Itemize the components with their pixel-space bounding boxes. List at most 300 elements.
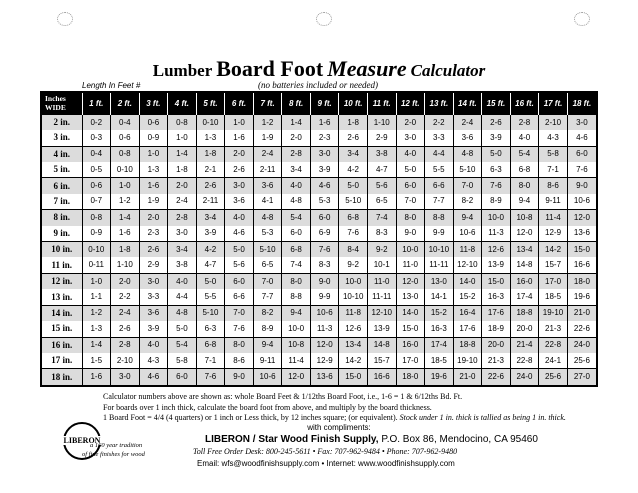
table-cell: 0-5 bbox=[82, 162, 111, 178]
table-cell: 2-0 bbox=[111, 273, 140, 289]
table-cell: 0-10 bbox=[82, 242, 111, 258]
table-cell: 2-11 bbox=[196, 194, 225, 210]
table-cell: 1-1 bbox=[82, 289, 111, 305]
table-cell: 4-0 bbox=[282, 178, 311, 194]
table-cell: 6-0 bbox=[282, 226, 311, 242]
table-cell: 24-0 bbox=[567, 337, 596, 353]
table-cell: 4-4 bbox=[168, 289, 197, 305]
table-cell: 6-6 bbox=[225, 289, 254, 305]
row-header: 17 in. bbox=[42, 353, 82, 369]
table-cell: 11-4 bbox=[539, 210, 568, 226]
table-cell: 10-0 bbox=[282, 321, 311, 337]
table-cell: 13-4 bbox=[510, 242, 539, 258]
table-cell: 8-4 bbox=[339, 242, 368, 258]
table-cell: 5-3 bbox=[253, 226, 282, 242]
table-cell: 5-0 bbox=[482, 146, 511, 162]
table-cell: 1-6 bbox=[310, 115, 339, 130]
table-cell: 7-6 bbox=[310, 242, 339, 258]
table-cell: 10-8 bbox=[282, 337, 311, 353]
table-cell: 5-10 bbox=[253, 242, 282, 258]
table-cell: 1-6 bbox=[139, 178, 168, 194]
table-cell: 18-0 bbox=[567, 273, 596, 289]
table-cell: 11-3 bbox=[482, 226, 511, 242]
table-cell: 11-3 bbox=[310, 321, 339, 337]
table-cell: 0-4 bbox=[111, 115, 140, 130]
table-cell: 3-3 bbox=[139, 289, 168, 305]
table-cell: 9-9 bbox=[310, 289, 339, 305]
table-cell: 6-9 bbox=[310, 226, 339, 242]
table-cell: 1-4 bbox=[282, 115, 311, 130]
table-cell: 12-0 bbox=[567, 210, 596, 226]
table-cell: 4-1 bbox=[253, 194, 282, 210]
table-cell: 16-4 bbox=[453, 305, 482, 321]
table-cell: 14-0 bbox=[453, 273, 482, 289]
board-foot-table bbox=[40, 91, 598, 387]
table-cell: 9-4 bbox=[282, 305, 311, 321]
table-cell: 0-7 bbox=[82, 194, 111, 210]
table-cell: 12-10 bbox=[367, 305, 396, 321]
table-cell: 8-8 bbox=[425, 210, 454, 226]
table-cell: 17-6 bbox=[453, 321, 482, 337]
table-cell: 0-11 bbox=[82, 257, 111, 273]
table-cell: 10-1 bbox=[367, 257, 396, 273]
table-cell: 3-6 bbox=[253, 178, 282, 194]
table-cell: 2-10 bbox=[111, 353, 140, 369]
table-cell: 7-6 bbox=[482, 178, 511, 194]
table-cell: 18-5 bbox=[539, 289, 568, 305]
table-cell: 5-10 bbox=[453, 162, 482, 178]
table-cell: 3-0 bbox=[310, 146, 339, 162]
table-cell: 4-0 bbox=[225, 210, 254, 226]
table-cell: 12-9 bbox=[310, 353, 339, 369]
table-cell: 11-8 bbox=[339, 305, 368, 321]
table-cell: 4-0 bbox=[168, 273, 197, 289]
table-cell: 4-6 bbox=[225, 226, 254, 242]
table-cell: 3-0 bbox=[111, 369, 140, 385]
table-cell: 17-4 bbox=[510, 289, 539, 305]
liberon-logo: LIBERON bbox=[63, 422, 101, 460]
table-cell: 8-0 bbox=[510, 178, 539, 194]
row-header: 3 in. bbox=[42, 130, 82, 146]
table-cell: 15-0 bbox=[396, 321, 425, 337]
table-cell: 2-2 bbox=[111, 289, 140, 305]
table-cell: 10-10 bbox=[425, 242, 454, 258]
table-row bbox=[42, 162, 596, 178]
footnote-line: 1 Board Foot = 4/4 (4 quarters) or 1 inch or Less thick, by 12 inches square; (or equivalent). Stock under 1 in. thick is tallied as being 1 in. thick. bbox=[103, 413, 566, 422]
table-cell: 4-2 bbox=[339, 162, 368, 178]
table-cell: 8-0 bbox=[225, 337, 254, 353]
table-row bbox=[42, 353, 596, 369]
column-header: 5 ft. bbox=[196, 93, 225, 115]
table-cell: 11-11 bbox=[425, 257, 454, 273]
table-cell: 4-0 bbox=[139, 337, 168, 353]
table-cell: 8-9 bbox=[253, 321, 282, 337]
table-cell: 3-9 bbox=[139, 321, 168, 337]
table-cell: 6-0 bbox=[310, 210, 339, 226]
table-cell: 2-10 bbox=[539, 115, 568, 130]
row-header: 7 in. bbox=[42, 194, 82, 210]
table-cell: 2-6 bbox=[196, 178, 225, 194]
column-header: 12 ft. bbox=[396, 93, 425, 115]
table-cell: 3-8 bbox=[168, 257, 197, 273]
table-cell: 0-8 bbox=[111, 146, 140, 162]
table-row bbox=[42, 115, 596, 130]
column-header: 2 ft. bbox=[111, 93, 140, 115]
table-cell: 2-9 bbox=[367, 130, 396, 146]
table-cell: 2-6 bbox=[339, 130, 368, 146]
row-header: 4 in. bbox=[42, 146, 82, 162]
table-row bbox=[42, 178, 596, 194]
footnotes bbox=[103, 392, 566, 424]
table-cell: 6-6 bbox=[425, 178, 454, 194]
table-cell: 9-11 bbox=[539, 194, 568, 210]
table-cell: 10-6 bbox=[310, 305, 339, 321]
table-cell: 13-4 bbox=[339, 337, 368, 353]
table-cell: 1-3 bbox=[196, 130, 225, 146]
table-cell: 5-0 bbox=[225, 242, 254, 258]
table-cell: 19-6 bbox=[567, 289, 596, 305]
table-cell: 8-0 bbox=[396, 210, 425, 226]
row-header: 8 in. bbox=[42, 210, 82, 226]
table-cell: 7-0 bbox=[253, 273, 282, 289]
table-cell: 15-0 bbox=[482, 273, 511, 289]
page-title: Lumber Board Foot Measure Calculator bbox=[152, 56, 486, 81]
table-cell: 4-3 bbox=[139, 353, 168, 369]
column-header: 16 ft. bbox=[510, 93, 539, 115]
table-row bbox=[42, 289, 596, 305]
table-cell: 16-0 bbox=[510, 273, 539, 289]
table-cell: 0-4 bbox=[82, 146, 111, 162]
table-cell: 15-7 bbox=[367, 353, 396, 369]
table-cell: 7-7 bbox=[253, 289, 282, 305]
table-cell: 1-2 bbox=[253, 115, 282, 130]
table-cell: 15-0 bbox=[339, 369, 368, 385]
company-line bbox=[205, 434, 538, 445]
table-cell: 5-0 bbox=[168, 321, 197, 337]
table-row bbox=[42, 226, 596, 242]
table-cell: 14-8 bbox=[510, 257, 539, 273]
table-cell: 2-6 bbox=[111, 321, 140, 337]
table-cell: 9-0 bbox=[310, 273, 339, 289]
table-row bbox=[42, 146, 596, 162]
column-header: 15 ft. bbox=[482, 93, 511, 115]
table-cell: 12-10 bbox=[453, 257, 482, 273]
table-cell: 2-8 bbox=[168, 210, 197, 226]
table-cell: 21-4 bbox=[510, 337, 539, 353]
table-cell: 2-9 bbox=[139, 257, 168, 273]
table-cell: 21-0 bbox=[453, 369, 482, 385]
table-cell: 10-10 bbox=[339, 289, 368, 305]
table-cell: 7-0 bbox=[453, 178, 482, 194]
table-cell: 1-0 bbox=[225, 115, 254, 130]
table-cell: 4-7 bbox=[367, 162, 396, 178]
row-header: 16 in. bbox=[42, 337, 82, 353]
table-cell: 6-8 bbox=[196, 337, 225, 353]
table-cell: 5-6 bbox=[225, 257, 254, 273]
table-cell: 5-8 bbox=[168, 353, 197, 369]
row-header: 13 in. bbox=[42, 289, 82, 305]
table-cell: 4-3 bbox=[539, 130, 568, 146]
table-row bbox=[42, 337, 596, 353]
table-cell: 2-0 bbox=[282, 130, 311, 146]
table-cell: 2-0 bbox=[225, 146, 254, 162]
email-line: Email: wfs@woodfinishsupply.com • Internet: www.woodfinishsupply.com bbox=[197, 459, 455, 468]
table-cell: 16-6 bbox=[367, 369, 396, 385]
table-cell: 5-4 bbox=[282, 210, 311, 226]
table-cell: 3-0 bbox=[567, 115, 596, 130]
table-cell: 12-9 bbox=[539, 226, 568, 242]
table-cell: 10-8 bbox=[510, 210, 539, 226]
table-cell: 2-4 bbox=[453, 115, 482, 130]
table-cell: 5-0 bbox=[396, 162, 425, 178]
table-cell: 14-0 bbox=[396, 305, 425, 321]
table-cell: 10-0 bbox=[339, 273, 368, 289]
row-header: 10 in. bbox=[42, 242, 82, 258]
table-cell: 14-2 bbox=[339, 353, 368, 369]
column-header: 7 ft. bbox=[253, 93, 282, 115]
table-cell: 2-1 bbox=[196, 162, 225, 178]
table-cell: 5-10 bbox=[339, 194, 368, 210]
table-cell: 3-9 bbox=[310, 162, 339, 178]
table-cell: 10-0 bbox=[482, 210, 511, 226]
table-cell: 6-0 bbox=[396, 178, 425, 194]
table-cell: 2-8 bbox=[282, 146, 311, 162]
table-cell: 12-6 bbox=[339, 321, 368, 337]
column-header: 3 ft. bbox=[139, 93, 168, 115]
column-header: 1 ft. bbox=[82, 93, 111, 115]
table-cell: 7-6 bbox=[225, 321, 254, 337]
column-header: 10 ft. bbox=[339, 93, 368, 115]
table-cell: 6-5 bbox=[253, 257, 282, 273]
table-cell: 12-0 bbox=[510, 226, 539, 242]
table-cell: 2-8 bbox=[510, 115, 539, 130]
table-cell: 3-4 bbox=[339, 146, 368, 162]
table-cell: 4-8 bbox=[453, 146, 482, 162]
table-cell: 19-6 bbox=[425, 369, 454, 385]
table-cell: 21-3 bbox=[482, 353, 511, 369]
table-cell: 21-0 bbox=[567, 305, 596, 321]
footnote-line: Calculator numbers above are shown as: whole Board Feet & 1/12ths Board Foot, i.e., 1-6 = 1 & 6/12ths Bd. Ft. bbox=[103, 392, 463, 401]
table-cell: 0-9 bbox=[139, 130, 168, 146]
table-cell: 2-6 bbox=[482, 115, 511, 130]
table-cell: 9-2 bbox=[367, 242, 396, 258]
corner-ornament bbox=[574, 12, 590, 26]
table-cell: 16-6 bbox=[567, 257, 596, 273]
table-cell: 3-3 bbox=[425, 130, 454, 146]
table-cell: 2-0 bbox=[139, 210, 168, 226]
table-cell: 7-0 bbox=[225, 305, 254, 321]
table-cell: 4-8 bbox=[282, 194, 311, 210]
table-cell: 6-8 bbox=[339, 210, 368, 226]
table-row bbox=[42, 210, 596, 226]
table-cell: 7-6 bbox=[339, 226, 368, 242]
table-cell: 4-6 bbox=[139, 369, 168, 385]
corner-ornament bbox=[57, 12, 73, 26]
table-cell: 5-6 bbox=[367, 178, 396, 194]
table-cell: 2-11 bbox=[253, 162, 282, 178]
table-cell: 15-2 bbox=[425, 305, 454, 321]
table-cell: 15-0 bbox=[567, 242, 596, 258]
table-cell: 24-1 bbox=[539, 353, 568, 369]
table-cell: 2-8 bbox=[111, 337, 140, 353]
table-cell: 1-5 bbox=[82, 353, 111, 369]
table-cell: 1-0 bbox=[139, 146, 168, 162]
table-cell: 10-6 bbox=[253, 369, 282, 385]
table-cell: 1-8 bbox=[196, 146, 225, 162]
table-cell: 1-8 bbox=[339, 115, 368, 130]
table-cell: 4-8 bbox=[168, 305, 197, 321]
corner-header bbox=[42, 93, 82, 115]
table-cell: 6-8 bbox=[510, 162, 539, 178]
table-cell: 6-5 bbox=[367, 194, 396, 210]
table-cell: 17-0 bbox=[396, 353, 425, 369]
table-cell: 9-9 bbox=[425, 226, 454, 242]
table-row bbox=[42, 194, 596, 210]
table-cell: 22-6 bbox=[482, 369, 511, 385]
table-cell: 5-0 bbox=[196, 273, 225, 289]
table-cell: 8-6 bbox=[539, 178, 568, 194]
table-cell: 14-2 bbox=[539, 242, 568, 258]
table-cell: 1-6 bbox=[111, 226, 140, 242]
table-cell: 9-11 bbox=[253, 353, 282, 369]
table-cell: 13-0 bbox=[425, 273, 454, 289]
table-cell: 4-2 bbox=[196, 242, 225, 258]
battery-note: (no batteries included or needed) bbox=[258, 80, 378, 90]
table-cell: 15-2 bbox=[453, 289, 482, 305]
table-cell: 3-9 bbox=[482, 130, 511, 146]
table-row bbox=[42, 305, 596, 321]
table-cell: 13-9 bbox=[367, 321, 396, 337]
table-cell: 17-0 bbox=[539, 273, 568, 289]
table-cell: 1-0 bbox=[168, 130, 197, 146]
table-cell: 2-2 bbox=[425, 115, 454, 130]
table-cell: 3-0 bbox=[225, 178, 254, 194]
footnote-line: For boards over 1 inch thick, calculate the board foot from above, and multiply by the board thickness. bbox=[103, 402, 432, 412]
table-cell: 10-6 bbox=[453, 226, 482, 242]
table-cell: 2-3 bbox=[310, 130, 339, 146]
table-cell: 7-0 bbox=[396, 194, 425, 210]
table-cell: 10-0 bbox=[396, 242, 425, 258]
table-cell: 6-8 bbox=[282, 242, 311, 258]
table-cell: 13-0 bbox=[396, 289, 425, 305]
table-cell: 16-0 bbox=[396, 337, 425, 353]
compliments-text: with compliments: bbox=[307, 423, 371, 432]
table-cell: 8-3 bbox=[310, 257, 339, 273]
table-cell: 0-8 bbox=[168, 115, 197, 130]
table-cell: 15-7 bbox=[539, 257, 568, 273]
table-cell: 1-9 bbox=[253, 130, 282, 146]
table-cell: 18-9 bbox=[482, 321, 511, 337]
table-cell: 4-6 bbox=[567, 130, 596, 146]
table-cell: 2-3 bbox=[139, 226, 168, 242]
table-cell: 10-6 bbox=[567, 194, 596, 210]
row-header: 11 in. bbox=[42, 257, 82, 273]
column-header: 14 ft. bbox=[453, 93, 482, 115]
table-cell: 2-4 bbox=[111, 305, 140, 321]
table-cell: 25-6 bbox=[539, 369, 568, 385]
row-header: 12 in. bbox=[42, 273, 82, 289]
table-cell: 8-0 bbox=[282, 273, 311, 289]
table-cell: 27-0 bbox=[567, 369, 596, 385]
length-label: Length In Feet # bbox=[82, 81, 141, 90]
corner-ornament bbox=[316, 12, 332, 26]
table-cell: 4-6 bbox=[310, 178, 339, 194]
table-cell: 7-6 bbox=[196, 369, 225, 385]
table-cell: 2-4 bbox=[253, 146, 282, 162]
table-cell: 7-1 bbox=[196, 353, 225, 369]
table-cell: 8-8 bbox=[282, 289, 311, 305]
table-cell: 20-0 bbox=[510, 321, 539, 337]
table-cell: 11-11 bbox=[367, 289, 396, 305]
table-cell: 1-3 bbox=[139, 162, 168, 178]
table-cell: 0-10 bbox=[111, 162, 140, 178]
table-cell: 22-8 bbox=[510, 353, 539, 369]
row-header: 15 in. bbox=[42, 321, 82, 337]
table-cell: 3-4 bbox=[168, 242, 197, 258]
table-cell: 0-6 bbox=[139, 115, 168, 130]
table-cell: 8-3 bbox=[367, 226, 396, 242]
table-cell: 8-2 bbox=[453, 194, 482, 210]
table-row bbox=[42, 321, 596, 337]
table-cell: 1-4 bbox=[82, 337, 111, 353]
table-cell: 9-4 bbox=[453, 210, 482, 226]
table-cell: 6-0 bbox=[225, 273, 254, 289]
table-cell: 7-4 bbox=[282, 257, 311, 273]
table-cell: 1-2 bbox=[111, 194, 140, 210]
company-address: P.O. Box 86, Mendocino, CA 95460 bbox=[381, 434, 538, 445]
column-header: 8 ft. bbox=[282, 93, 311, 115]
table-cell: 8-2 bbox=[253, 305, 282, 321]
table-cell: 9-0 bbox=[396, 226, 425, 242]
table-cell: 5-5 bbox=[196, 289, 225, 305]
table-cell: 4-4 bbox=[425, 146, 454, 162]
table-cell: 8-9 bbox=[482, 194, 511, 210]
contact-line: Toll Free Order Desk: 800-245-5611 • Fax: 707-962-9484 • Phone: 707-962-9480 bbox=[193, 447, 458, 456]
table-cell: 11-0 bbox=[367, 273, 396, 289]
table-cell: 3-9 bbox=[196, 226, 225, 242]
table-cell: 1-2 bbox=[82, 305, 111, 321]
table-cell: 1-8 bbox=[111, 242, 140, 258]
table-cell: 1-6 bbox=[225, 130, 254, 146]
table-cell: 21-3 bbox=[539, 321, 568, 337]
row-header: 6 in. bbox=[42, 178, 82, 194]
table-cell: 9-4 bbox=[253, 337, 282, 353]
row-header: 5 in. bbox=[42, 162, 82, 178]
table-cell: 5-3 bbox=[310, 194, 339, 210]
table-cell: 0-8 bbox=[82, 210, 111, 226]
table-cell: 2-4 bbox=[168, 194, 197, 210]
table-cell: 1-0 bbox=[82, 273, 111, 289]
table-cell: 13-6 bbox=[310, 369, 339, 385]
table-row bbox=[42, 369, 596, 385]
column-header: 13 ft. bbox=[425, 93, 454, 115]
table-cell: 19-10 bbox=[539, 305, 568, 321]
table-cell: 4-8 bbox=[253, 210, 282, 226]
table-cell: 14-8 bbox=[367, 337, 396, 353]
table-cell: 22-8 bbox=[539, 337, 568, 353]
table-row bbox=[42, 257, 596, 273]
table-cell: 0-6 bbox=[82, 178, 111, 194]
logo-tagline: a 160 year tradition of fine finishes for wood bbox=[82, 442, 145, 458]
table-cell: 7-4 bbox=[367, 210, 396, 226]
table-cell: 18-0 bbox=[396, 369, 425, 385]
table-cell: 1-0 bbox=[111, 178, 140, 194]
table-cell: 12-0 bbox=[310, 337, 339, 353]
column-header: 6 ft. bbox=[225, 93, 254, 115]
table-cell: 4-0 bbox=[396, 146, 425, 162]
table-cell: 3-8 bbox=[367, 146, 396, 162]
table-cell: 11-4 bbox=[282, 353, 311, 369]
